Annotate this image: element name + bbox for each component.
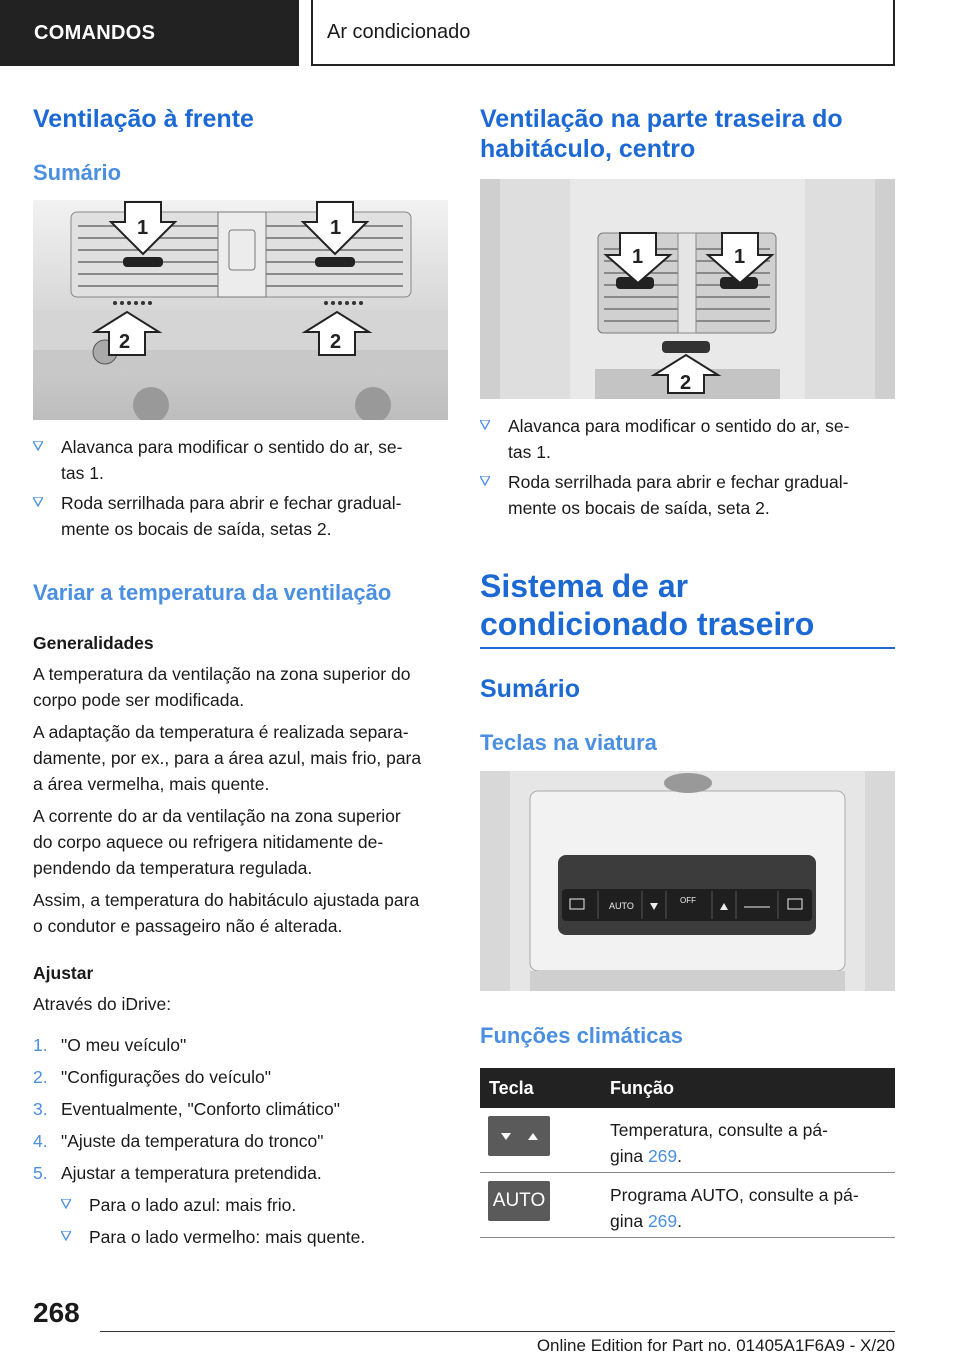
- general-text-block: [33, 661, 453, 939]
- text-line: a área vermelha, mais quente.: [33, 774, 270, 794]
- callout-2-right: 2: [330, 331, 342, 353]
- cell-text: gina: [610, 1146, 648, 1166]
- step-number: 1.: [33, 1035, 48, 1055]
- heading-keys: Teclas na viatura: [480, 730, 657, 755]
- callout-2-left: 2: [119, 331, 131, 353]
- heading-line: habitáculo, centro: [480, 135, 696, 163]
- bullet-text: tas 1.: [508, 442, 551, 462]
- heading-rear-ventilation: [480, 104, 843, 164]
- bullet-text: Roda serrilhada para abrir e fechar gradual-: [508, 472, 849, 492]
- triangle-bullet-icon: [480, 476, 490, 486]
- page-link[interactable]: 269: [647, 1146, 678, 1166]
- heading-generalities: Generalidades: [33, 633, 154, 653]
- cell-text: gina: [610, 1211, 648, 1231]
- table-cell-function: [610, 1182, 895, 1234]
- text-line: pendendo da temperatura regulada.: [33, 858, 313, 878]
- text-line: A adaptação da temperatura é realizada separa-: [33, 722, 409, 742]
- cell-text: .: [677, 1211, 683, 1231]
- triangle-bullet-icon: [33, 497, 43, 507]
- bullet-text: Para o lado azul: mais frio.: [89, 1195, 297, 1215]
- bullet-text: Para o lado vermelho: mais quente.: [89, 1227, 366, 1247]
- bullet-text: tas 1.: [61, 463, 104, 483]
- bullet-text: Alavanca para modificar o sentido do ar, se-: [508, 416, 850, 436]
- list-item: [61, 1224, 451, 1250]
- cell-text: Temperatura, consulte a pá-: [610, 1120, 828, 1140]
- text-line: corpo pode ser modificada.: [33, 690, 245, 710]
- triangle-bullet-icon: [480, 420, 490, 430]
- column-header-function: Função: [610, 1078, 675, 1098]
- heading-line: Sistema de ar: [480, 568, 689, 604]
- table-row-divider: [480, 1237, 895, 1238]
- step-text: "Ajuste da temperatura do tronco": [61, 1131, 324, 1151]
- heading-line: Ventilação na parte traseira do: [480, 105, 843, 133]
- table-cell-function: [610, 1117, 895, 1169]
- temperature-key-icon: [488, 1116, 550, 1156]
- step-text: "Configurações do veículo": [61, 1067, 271, 1087]
- step-text: "O meu veículo": [61, 1035, 187, 1055]
- bullet-text: mente os bocais de saída, seta 2.: [508, 498, 770, 518]
- column-header-key: Tecla: [489, 1078, 534, 1098]
- table-header: [480, 1068, 895, 1108]
- bullet-text: mente os bocais de saída, setas 2.: [61, 519, 332, 539]
- step-text: Eventualmente, "Conforto climático": [61, 1099, 340, 1119]
- list-item: [33, 490, 448, 542]
- page-number: 268: [33, 1297, 80, 1328]
- heading-rear-ac-system: [480, 567, 814, 643]
- rear-vents-figure: [480, 179, 895, 399]
- callout-1-left: 1: [137, 217, 149, 239]
- front-vents-figure: [33, 200, 448, 420]
- heading-front-ventilation: Ventilação à frente: [33, 105, 254, 133]
- text-line: A temperatura da ventilação na zona superior do: [33, 664, 411, 684]
- auto-key-label: AUTO: [609, 901, 634, 911]
- step-item: [33, 1096, 448, 1122]
- table-row-divider: [480, 1172, 895, 1173]
- step-item: [33, 1128, 448, 1154]
- heading-summary-rear: Sumário: [480, 675, 581, 703]
- step-item: [33, 1032, 448, 1058]
- bullet-text: Alavanca para modificar o sentido do ar, se-: [61, 437, 403, 457]
- step-number: 3.: [33, 1099, 48, 1119]
- auto-key-text: AUTO: [492, 1190, 546, 1211]
- topic-label: Ar condicionado: [327, 20, 471, 43]
- list-item: [480, 469, 895, 521]
- callout-1-left: 1: [632, 246, 644, 268]
- step-number: 2.: [33, 1067, 48, 1087]
- via-idrive: Através do iDrive:: [33, 994, 172, 1014]
- section-label: COMANDOS: [34, 21, 156, 44]
- text-line: Assim, a temperatura do habitáculo ajustada para: [33, 890, 420, 910]
- text-line: A corrente do ar da ventilação na zona superior: [33, 806, 401, 826]
- off-key-label: OFF: [680, 896, 696, 905]
- footer-divider: [100, 1331, 895, 1332]
- bullet-text: Roda serrilhada para abrir e fechar gradual-: [61, 493, 402, 513]
- cell-text: .: [677, 1146, 683, 1166]
- step-item: [33, 1064, 448, 1090]
- callout-2: 2: [680, 372, 692, 394]
- heading-line: condicionado traseiro: [480, 606, 815, 642]
- page-link[interactable]: 269: [647, 1211, 678, 1231]
- heading-summary-front: Sumário: [33, 160, 122, 185]
- triangle-bullet-icon: [61, 1199, 71, 1209]
- text-line: o condutor e passageiro não é alterada.: [33, 916, 343, 936]
- triangle-bullet-icon: [33, 441, 43, 451]
- text-line: do corpo aquece ou refrigera nitidamente de-: [33, 832, 384, 852]
- callout-1-right: 1: [734, 246, 746, 268]
- list-item: [61, 1192, 451, 1218]
- text-line: damente, por ex., para a área azul, mais frio, para: [33, 748, 422, 768]
- step-number: 5.: [33, 1163, 48, 1183]
- step-text: Ajustar a temperatura pretendida.: [61, 1163, 322, 1183]
- heading-climate-functions: Funções climáticas: [480, 1023, 683, 1048]
- list-item: [480, 413, 895, 465]
- heading-vary-temperature: Variar a temperatura da ventilação: [33, 580, 392, 605]
- cell-text: Programa AUTO, consulte a pá-: [610, 1185, 859, 1205]
- rear-panel-figure: [480, 771, 895, 991]
- list-item: [33, 434, 448, 486]
- topic-tab: [311, 0, 895, 66]
- step-number: 4.: [33, 1131, 48, 1151]
- section-tab: [0, 0, 299, 66]
- footer-edition: Online Edition for Part no. 01405A1F6A9 - X/20: [536, 1336, 895, 1355]
- callout-1-right: 1: [330, 217, 342, 239]
- auto-key-icon: [488, 1181, 550, 1221]
- step-item: [33, 1160, 448, 1186]
- heading-underline: [480, 647, 895, 649]
- heading-adjust: Ajustar: [33, 963, 94, 983]
- triangle-bullet-icon: [61, 1231, 71, 1241]
